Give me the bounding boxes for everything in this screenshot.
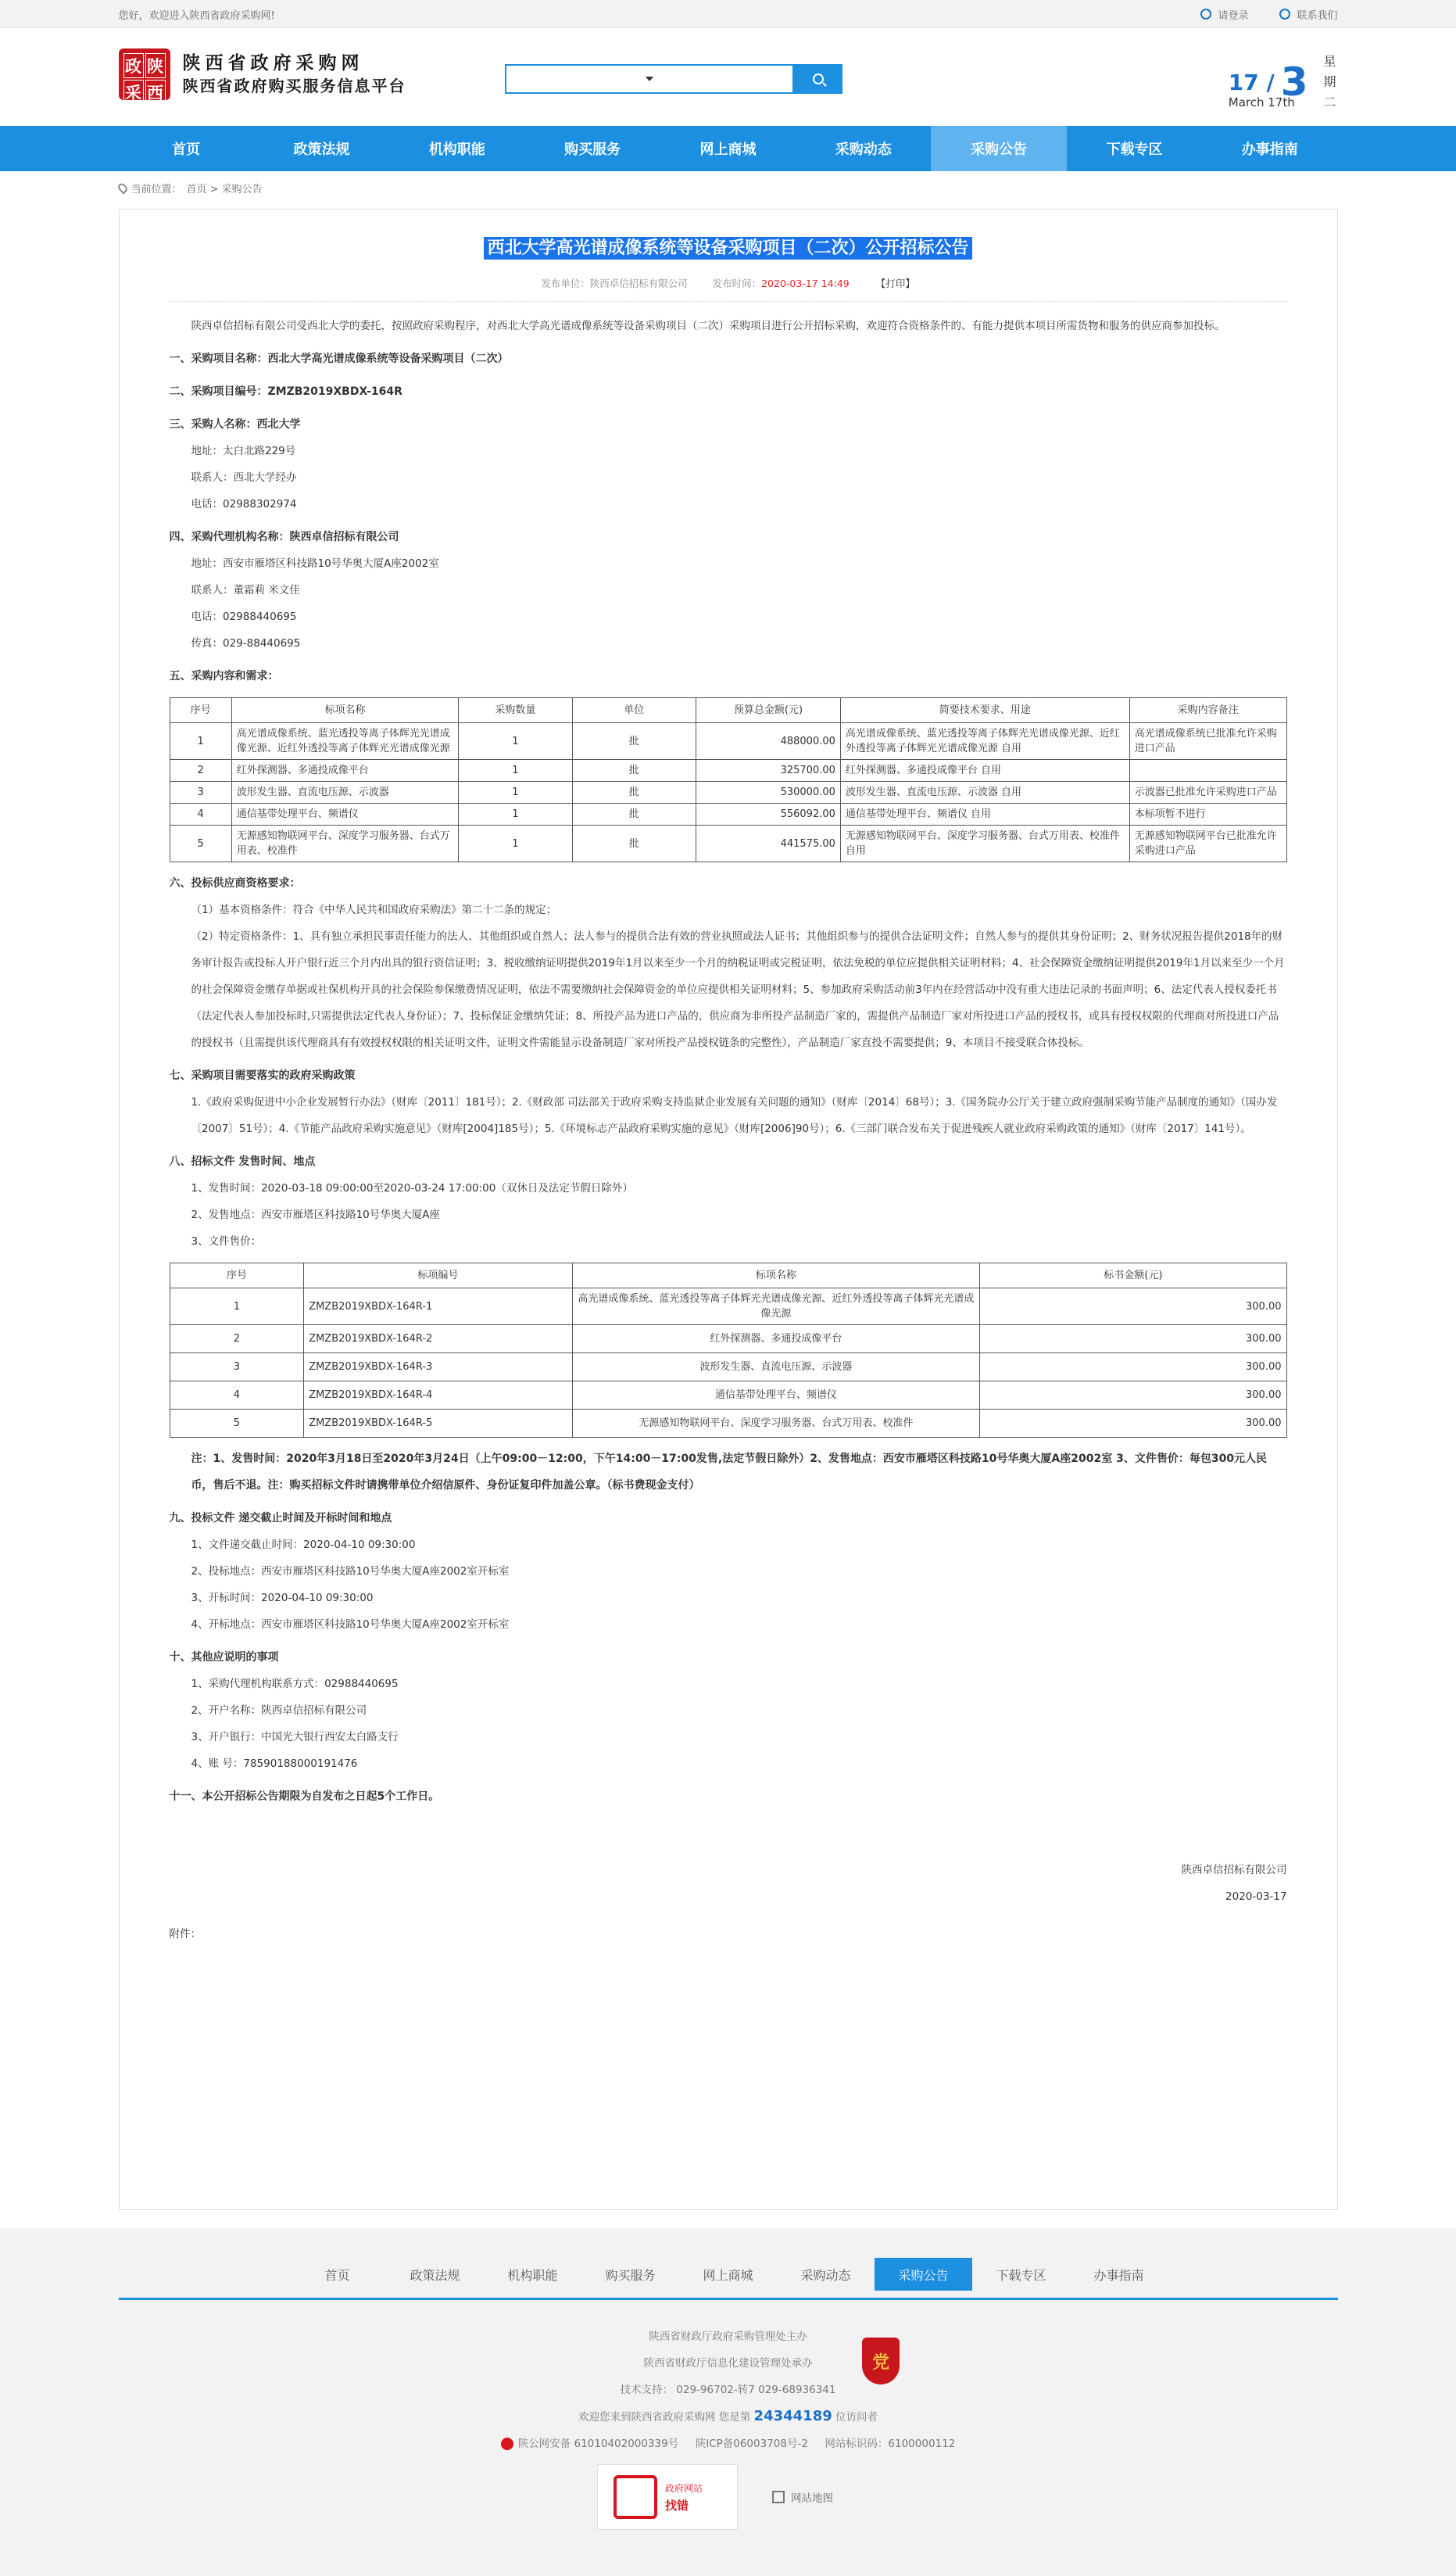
- table-cell: 通信基带处理平台、频谱仪 自用: [840, 804, 1129, 826]
- table-cell: 300.00: [980, 1410, 1286, 1438]
- footer-nav-item-5[interactable]: 采购动态: [800, 2267, 851, 2283]
- table-header: 标项名称: [572, 1263, 980, 1288]
- table-header: 单位: [572, 698, 696, 723]
- nav-item-5[interactable]: 采购动态: [835, 142, 892, 158]
- site-logo[interactable]: [119, 48, 406, 100]
- table-cell: 300.00: [980, 1288, 1286, 1325]
- breadcrumb: 当前位置： 首页 > 采购公告: [119, 171, 1338, 204]
- article-body: 陕西卓信招标有限公司受西北大学的委托，按照政府采购程序，对西北大学高光谱成像系统等设备采购项目（二次）采购项目进行公开招标采购，欢迎符合资格条件的、有能力提供本项目所需货物和服务的供应商参加投标。 一、采购项目名称：西北大学高光谱成像系统等设备采购项目（二次） 二、采购项目编号：ZMZB2019XBDX-164R 三、采购人名称：西北大学 地址：太白北路229号 联系人：西北大学经办 电话：02988302974 四、采购代理机构名称：陕西卓信招标有限公司 地址：西安市雁塔区科技路10号华奥大厦A座2002室 联系人：董霜莉 米文佳 电话：02988440695 传真：029-88440695 五、采购内容和需求： 序号 标项名称 采购数量 单位 预算总金额(元) 简要技术要求、用途 采购内容备注 1 高光谱成像系统、蓝光透投等离子体辉光光谱成像光源、近红外透投等离子体辉光光谱成像光源 1 批 488000.00 高光谱成像系统、蓝光透投等离子体辉光光谱成像光源、近红外透投等离子体辉光光谱成像光源 自用 高光谱成像系统已批准允许采购进口产品 2 红外探测器、多通投成像平台 1 批 325700.00 红外探测器、多通投成像平台 自用 3 波形发生器、直流电压源、示波器 1 批 530000.00 波形发生器、直流电压源、示波器 自用 示波器已批准允许采购进口产品 4 通信基带处理平台、频谱仪 1 批 556092.00 通信基带处理平台、频谱仪 自用 本标项暂不进行 5 无源感知物联网平台、深度学习服务器、台式万用表、校准件 1 批 441575.00 无源感知物联网平台、深度学习服务器、台式万用表、校准件 自用 无源感知物联网平台已批准允许采购进口产品 六、投标供应商资格要求： （1）基本资格条件：符合《中华人民共和国政府采购法》第二十二条的规定； （2）特定资格条件：1、具有独立承担民事责任能力的法人、其他组织或自然人；法人参与的提供合法有效的营业执照或法人证书；其他组织参与的提供合法证明文件；自然人参与的提供其身份证明；2、财务状况报告提供2018年的财务审计报告或投标人开户银行近三个月内出具的银行资信证明；3、税收缴纳证明提供2019年1月以来至少一个月的纳税证明或完税证明，依法免税的单位应提供相关证明材料；4、社会保障资金缴纳证明提供2019年1月以来至少一个月的社会保障资金缴存单据或社保机构开具的社会保险参保缴费情况证明，依法不需要缴纳社会保障资金的单位应提供相关证明材料；5、参加政府采购活动前3年内在经营活动中没有重大违法记录的书面声明；6、法定代表人授权委托书（法定代表人参加投标时,只需提供法定代表人身份证）；7、投标保证金缴纳凭证；8、所投产品为进口产品的，供应商为非所投产品制造厂家的，需提供产品制造厂家对所投进口产品的授权书，或具有授权权限的代理商对所投进口产品的授权书（且需提供该代理商具有有效授权权限的相关证明文件，证明文件需能显示设备制造厂家对所投产品授权链条的完整性），产品制造厂家直投不需要提供；9、本项目不接受联合体投标。 七、采购项目需要落实的政府采购政策 1.《政府采购促进中小企业发展暂行办法》（财库〔2011〕181号）；2.《财政部 司法部关于政府采购支持监狱企业发展有关问题的通知》（财库〔2014〕68号）；3.《国务院办公厅关于建立政府强制采购节能产品制度的通知》（国办发〔2007〕51号）；4.《节能产品政府采购实施意见》（财库[2004]185号）；5.《环境标志产品政府采购实施的意见》（财库[2006]90号）；6.《三部门联合发布关于促进残疾人就业政府采购政策的通知》（财库〔2017〕141号）。 八、招标文件 发售时间、地点 1、发售时间：2020-03-18 09:00:00至2020-03-24 17:00:00（双休日及法定节假日除外） 2、发售地点：西安市雁塔区科技路10号华奥大厦A座 3、文件售价： 序号 标项编号 标项名称 标书金额(元) 1 ZMZB2019XBDX-164R-1 高光谱成像系统、蓝光透投等离子体辉光光谱成像光源、近红外透投等离子体辉光光谱成像光源 300.00 2 ZMZB2019XBDX-164R-2 红外探测器、多通投成像平台 300.00 3 ZMZB2019XBDX-164R-3 波形发生器、直流电压源、示波器 300.00 4 ZMZB2019XBDX-164R-4 通信基带处理平台、频谱仪 300.00 5 ZMZB2019XBDX-164R-5 无源感知物联网平台、深度学习服务器、台式万用表、校准件 300.00 注：1、发售时间：2020年3月18日至2020年3月24日（上午09:00－12:00，下午14:00－17:00发售,法定节假日除外）2、发售地点：西安市雁塔区科技路10号华奥大厦A座2002室 3、文件售价：每包300元人民币，售后不退。注：购买招标文件时请携带单位介绍信原件、身份证复印件加盖公章。（标书费现金支付） 九、投标文件 递交截止时间及开标时间和地点 1、文件递交截止时间：2020-04-10 09:30:00 2、投标地点：西安市雁塔区科技路10号华奥大厦A座2002室开标室 3、开标时间：2020-04-10 09:30:00 4、开标地点：西安市雁塔区科技路10号华奥大厦A座2002室开标室 十、其他应说明的事项 1、采购代理机构联系方式：02988440695 2、开户名称：陕西卓信招标有限公司 3、开户银行：中国光大银行西安太白路支行 4、账 号：78590188000191476 十一、本公开招标公告期限为自发布之日起5个工作日。 陕西卓信招标有限公司 2020-03-17 附件：: [170, 313, 1287, 1947]
- nav-item-8[interactable]: 办事指南: [1241, 142, 1298, 158]
- table-cell: 2: [170, 1325, 304, 1353]
- table-row: [170, 826, 1286, 862]
- table-cell: ZMZB2019XBDX-164R-4: [304, 1381, 572, 1410]
- table-cell: 波形发生器、直流电压源、示波器 自用: [840, 782, 1129, 804]
- table-header: 序号: [170, 698, 231, 723]
- attachments-label: 附件：: [169, 1928, 201, 1940]
- welcome-text: 您好，欢迎进入陕西省政府采购网!: [118, 9, 275, 22]
- search-bar: [505, 64, 842, 94]
- footer-nav: [119, 2228, 1338, 2300]
- table-cell: 325700.00: [696, 760, 841, 782]
- footer-nav-item-0[interactable]: 首页: [324, 2267, 350, 2283]
- table-cell: 1: [459, 826, 572, 862]
- table-cell: 本标项暂不进行: [1129, 804, 1286, 826]
- table-row: [170, 1353, 1286, 1381]
- table-cell: 5: [170, 826, 231, 862]
- gov-site-error-badge[interactable]: 政府网站 找错: [597, 2464, 738, 2530]
- nav-item-0[interactable]: 首页: [172, 142, 201, 158]
- site-subtitle: 陕西省政府购买服务信息平台: [182, 77, 406, 95]
- document-price-table: [170, 1263, 1287, 1438]
- table-cell: 批: [572, 760, 696, 782]
- table-cell: 波形发生器、直流电压源、示波器: [231, 782, 459, 804]
- contact-link[interactable]: 联系我们: [1279, 7, 1337, 22]
- table-cell: 1: [459, 804, 572, 826]
- table-cell: 无源感知物联网平台、深度学习服务器、台式万用表、校准件 自用: [840, 826, 1129, 862]
- table-cell: 1: [459, 782, 572, 804]
- table-header: 标项编号: [304, 1263, 572, 1288]
- table-cell: 红外探测器、多通投成像平台: [231, 760, 459, 782]
- table-row: [170, 804, 1286, 826]
- dropdown-caret-icon[interactable]: [646, 77, 653, 81]
- table-cell: ZMZB2019XBDX-164R-2: [304, 1325, 572, 1353]
- table-header: 预算总金额(元): [696, 698, 841, 723]
- main-nav: [0, 126, 1456, 171]
- table-cell: 高光谱成像系统、蓝光透投等离子体辉光光谱成像光源、近红外透投等离子体辉光光谱成像光源 自用: [840, 723, 1129, 760]
- sitemap-icon: [772, 2491, 785, 2503]
- signature-org: 陕西卓信招标有限公司: [1181, 1864, 1287, 1876]
- table-cell: 488000.00: [696, 723, 841, 760]
- table-row: [170, 760, 1286, 782]
- footer-nav-item-2[interactable]: 机构职能: [507, 2267, 558, 2283]
- logo-seal-icon: 政 陕 采 西: [119, 48, 170, 100]
- table-cell: 批: [572, 826, 696, 862]
- date-display: 17 / 3 March 17th 星 期 二: [1229, 52, 1338, 113]
- table-cell: 1: [459, 723, 572, 760]
- footer-nav-item-4[interactable]: 网上商城: [703, 2267, 753, 2283]
- table-header: 采购内容备注: [1129, 698, 1286, 723]
- search-icon: [813, 73, 824, 84]
- table-cell: 3: [170, 1353, 304, 1381]
- table-cell: 无源感知物联网平台、深度学习服务器、台式万用表、校准件: [572, 1410, 980, 1438]
- search-input[interactable]: [505, 64, 794, 94]
- table-cell: 无源感知物联网平台、深度学习服务器、台式万用表、校准件: [231, 826, 459, 862]
- magnifier-badge-icon: [614, 2475, 657, 2519]
- table-cell: ZMZB2019XBDX-164R-1: [304, 1288, 572, 1325]
- table-row: [170, 723, 1286, 760]
- table-cell: 300.00: [980, 1381, 1286, 1410]
- table-cell: 3: [170, 782, 231, 804]
- table-cell: 批: [572, 723, 696, 760]
- table-cell: 无源感知物联网平台已批准允许采购进口产品: [1129, 826, 1286, 862]
- table-row: [170, 1381, 1286, 1410]
- table-cell: 高光谱成像系统、蓝光透投等离子体辉光光谱成像光源、近红外透投等离子体辉光光谱成像光源: [572, 1288, 980, 1325]
- top-bar: [0, 0, 1456, 28]
- visitor-count: 24344189: [753, 2408, 832, 2424]
- table-cell: 4: [170, 804, 231, 826]
- table-cell: 波形发生器、直流电压源、示波器: [572, 1353, 980, 1381]
- footer-nav-item-3[interactable]: 购买服务: [605, 2267, 656, 2283]
- table-row: [170, 1288, 1286, 1325]
- table-cell: 1: [170, 1288, 304, 1325]
- nav-item-6[interactable]: 采购公告: [931, 126, 1066, 171]
- header: [0, 28, 1456, 126]
- police-badge-icon: [501, 2438, 513, 2450]
- location-pin-icon: [116, 181, 128, 194]
- table-header: 采购数量: [459, 698, 572, 723]
- table-header: 标书金额(元): [980, 1263, 1286, 1288]
- table-cell: 1: [459, 760, 572, 782]
- table-row: [170, 1410, 1286, 1438]
- breadcrumb-path[interactable]: 首页 > 采购公告: [186, 183, 263, 195]
- table-cell: 556092.00: [696, 804, 841, 826]
- table-row: [170, 1325, 1286, 1353]
- table-cell: 2: [170, 760, 231, 782]
- table-cell: 441575.00: [696, 826, 841, 862]
- table-header: 序号: [170, 1263, 304, 1288]
- table-cell: 红外探测器、多通投成像平台 自用: [840, 760, 1129, 782]
- table-cell: ZMZB2019XBDX-164R-3: [304, 1353, 572, 1381]
- table-cell: 通信基带处理平台、频谱仪: [231, 804, 459, 826]
- print-link[interactable]: 【打印】: [875, 278, 915, 289]
- nav-item-3[interactable]: 购买服务: [564, 142, 621, 158]
- signature-date: 2020-03-17: [1225, 1890, 1287, 1903]
- weekday: 星 期 二: [1323, 54, 1336, 109]
- table-cell: 4: [170, 1381, 304, 1410]
- table-cell: 通信基带处理平台、频谱仪: [572, 1381, 980, 1410]
- nav-item-2[interactable]: 机构职能: [428, 142, 485, 158]
- table-cell: 高光谱成像系统已批准允许采购进口产品: [1129, 723, 1286, 760]
- user-icon: [1200, 9, 1211, 20]
- sitemap-link[interactable]: 网站地图: [772, 2489, 833, 2505]
- party-emblem-icon[interactable]: 党: [862, 2338, 900, 2384]
- article-card: [119, 209, 1338, 2210]
- site-name: 陕西省政府采购网: [182, 52, 364, 73]
- table-cell: 红外探测器、多通投成像平台: [572, 1325, 980, 1353]
- table-cell: 300.00: [980, 1353, 1286, 1381]
- procurement-table: [170, 697, 1287, 862]
- search-button[interactable]: [794, 64, 842, 94]
- table-cell: [1129, 760, 1286, 782]
- footer-nav-item-6[interactable]: 采购公告: [875, 2258, 972, 2291]
- table-header: 简要技术要求、用途: [840, 698, 1129, 723]
- login-link[interactable]: 请登录: [1200, 7, 1248, 22]
- table-header: 标项名称: [231, 698, 459, 723]
- footer-nav-item-1[interactable]: 政策法规: [410, 2267, 460, 2283]
- nav-item-1[interactable]: 政策法规: [293, 142, 350, 158]
- table-cell: 1: [170, 723, 231, 760]
- table-row: [170, 782, 1286, 804]
- nav-item-4[interactable]: 网上商城: [699, 142, 757, 158]
- table-cell: 批: [572, 804, 696, 826]
- table-cell: ZMZB2019XBDX-164R-5: [304, 1410, 572, 1438]
- article-title: 西北大学高光谱成像系统等设备采购项目（二次）公开招标公告: [484, 237, 971, 260]
- table-cell: 示波器已批准允许采购进口产品: [1129, 782, 1286, 804]
- footer-nav-item-8[interactable]: 办事指南: [1093, 2267, 1144, 2283]
- table-cell: 高光谱成像系统、蓝光透投等离子体辉光光谱成像光源、近红外透投等离子体辉光光谱成像光源: [231, 723, 459, 760]
- footer: 首页 政策法规 机构职能 购买服务 网上商城 采购动态 采购公告 下载专区 办事指南 陕西省财政厅政府采购管理处主办 陕西省财政厅信息化建设管理处承办 技术支持： 029-96702-转7 029-68936341 欢迎您来到陕西省政府采购网 您是第 24344189 位访问者 陕公网安备 61010402000339号 陕ICP备06003708号-2 网站标识码：6100000112 党 政府网站 找错 网站地图: [0, 2228, 1456, 2576]
- phone-icon: [1279, 9, 1290, 20]
- table-cell: 5: [170, 1410, 304, 1438]
- footer-nav-item-7[interactable]: 下载专区: [996, 2267, 1046, 2283]
- table-cell: 300.00: [980, 1325, 1286, 1353]
- table-cell: 530000.00: [696, 782, 841, 804]
- article-meta: 发布单位：陕西卓信招标有限公司 发布时间：2020-03-17 14:49 【打印】: [541, 278, 915, 289]
- table-cell: 批: [572, 782, 696, 804]
- nav-item-7[interactable]: 下载专区: [1106, 142, 1163, 158]
